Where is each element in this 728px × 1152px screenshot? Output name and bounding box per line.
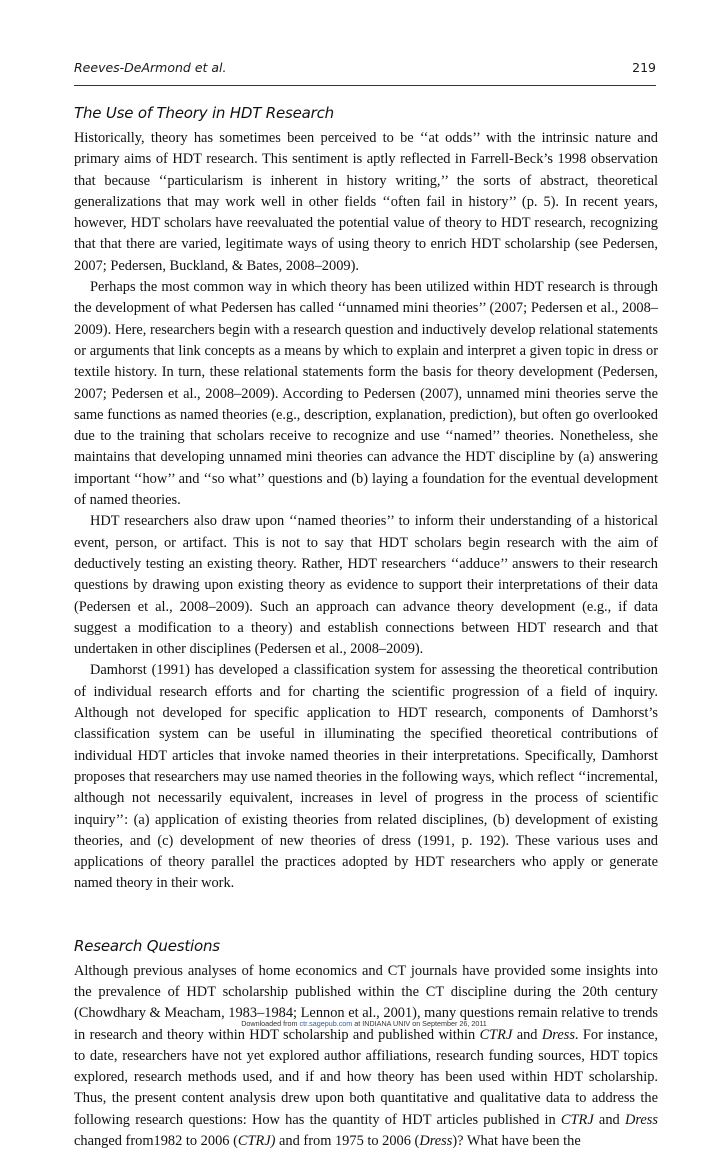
running-head-authors: Reeves-DeArmond et al.	[74, 60, 227, 75]
and-text-2: and	[593, 1111, 625, 1128]
paragraph-5-text-b: . For instance, to date, researchers have not yet explored author affiliations, research funding sources, HDT topics explored, research methods used, and if and how theory has been used within HDT scholarship. Thus, the present content analysis drew upon both quantitative and qualitative data to address the following research questions: How has the quantity of HDT articles published in	[74, 1026, 659, 1128]
paragraph-2: Perhaps the most common way in which theory has been utilized within HDT research is through the development of what Pedersen has called ‘‘unnamed mini theories’’ (2007; Pedersen et al., 2008–2009). Here, researchers begin with a research question and inductively develop relational statements or arguments that link concepts as a means by which to explain and interpret a given topic in dress or textile history. In turn, these relational statements form the basis for theory development (Pedersen, 2007; Pedersen et al., 2008–2009). According to Pedersen (2007), unnamed mini theories serve the same functions as named theories (e.g., description, explanation, prediction), but often go overlooked due to the training that scholars receive to recognize and use ‘‘named’’ theories. Nonetheless, she maintains that developing unnamed mini theories can advance the HDT discipline by (a) answering important ‘‘how’’ and ‘‘so what’’ questions and (b) laying a foundation for the eventual development of named theories.	[74, 279, 658, 509]
running-head	[74, 60, 656, 75]
paragraph-1: Historically, theory has sometimes been perceived to be ‘‘at odds’’ with the intrinsic nature and primary aims of HDT research. This sentiment is aptly reflected in Farrell-Beck’s 1998 observation that because ‘‘particularism is inherent in history writing,’’ the sorts of abstract, theoretical generalizations that may work well in other fields ‘‘often fail in history’’ (p. 5). In recent years, however, HDT scholars have reevaluated the potential value of theory to HDT research, recognizing that that there are varied, legitimate ways of using theory to enrich HDT scholarship (see Pedersen, 2007; Pedersen, Buckland, & Bates, 2008–2009).	[74, 130, 658, 274]
journal-dress-2: Dress	[624, 1111, 658, 1128]
paragraph-3: HDT researchers also draw upon ‘‘named theories’’ to inform their understanding of a historical event, person, or artifact. This is not to say that HDT scholars begin research with the aim of deductively testing an existing theory. Rather, HDT researchers ‘‘adduce’’ answers to their research questions by drawing upon existing theory as evidence to support their interpretations of their data (Pedersen et al., 2008–2009). Such an approach can advance theory development (e.g., if data suggest a modification to a theory) and establish connections between HDT research and that undertaken in other disciplines (Pedersen et al., 2008–2009).	[74, 513, 658, 658]
journal-ctrj: CTRJ	[479, 1026, 513, 1043]
paragraph-5-text-e: )? What have been the	[452, 1133, 581, 1150]
download-footer	[0, 1019, 728, 1028]
section-heading-research-questions: Research Questions	[74, 936, 220, 955]
journal-ctrj-paren: CTRJ)	[237, 1133, 276, 1150]
footer-prefix: Downloaded from	[241, 1019, 300, 1028]
paragraph-5-text-d: and from 1975 to 2006 (	[275, 1133, 420, 1150]
paragraph-5-text-c: changed from1982 to 2006 (	[74, 1133, 238, 1150]
footer-link[interactable]: ctr.sagepub.com	[299, 1019, 353, 1028]
paragraph-5	[74, 961, 658, 1152]
journal-dress-3: Dress	[419, 1133, 453, 1150]
paragraph-5-text-a: Although previous analyses of home economics and CT journals have provided some insights into the prevalence of HDT scholarship published within the CT discipline during the 20th century (Chowdhary & Meacham, 1983–1984; Lennon et al., 2001), many questions remain relative to trends in research and theory within HDT scholarship and published within	[74, 962, 658, 1043]
paragraph-4: Damhorst (1991) has developed a classification system for assessing the theoretical contribution of individual research efforts and for charting the scientific progression of a field of inquiry. Although not developed for specific application to HDT research, components of Damhorst’s classification system can be useful in illuminating the specified theoretical contributions of individual HDT articles that invoke named theories in their interpretations. Specifically, Damhorst proposes that researchers may use named theories in the following ways, which reflect ‘‘incremental, although not necessarily equivalent, increases in level of progress in the process of scientific inquiry’’: (a) application of existing theories from related disciplines, (b) development of existing theories, and (c) development of new theories of dress (1991, p. 192). These various uses and applications of theory parallel the practices adopted by HDT researchers who apply or generate named theory in their work.	[74, 662, 658, 892]
section-heading-theory: The Use of Theory in HDT Research	[74, 104, 334, 122]
page-number: 219	[632, 60, 656, 75]
footer-suffix: at INDIANA UNIV on September 26, 2011	[352, 1019, 487, 1028]
journal-dress: Dress	[541, 1026, 575, 1043]
journal-ctrj-2: CTRJ	[560, 1111, 594, 1128]
and-text: and	[512, 1026, 542, 1043]
article-body	[74, 104, 658, 1152]
header-rule	[74, 85, 656, 86]
